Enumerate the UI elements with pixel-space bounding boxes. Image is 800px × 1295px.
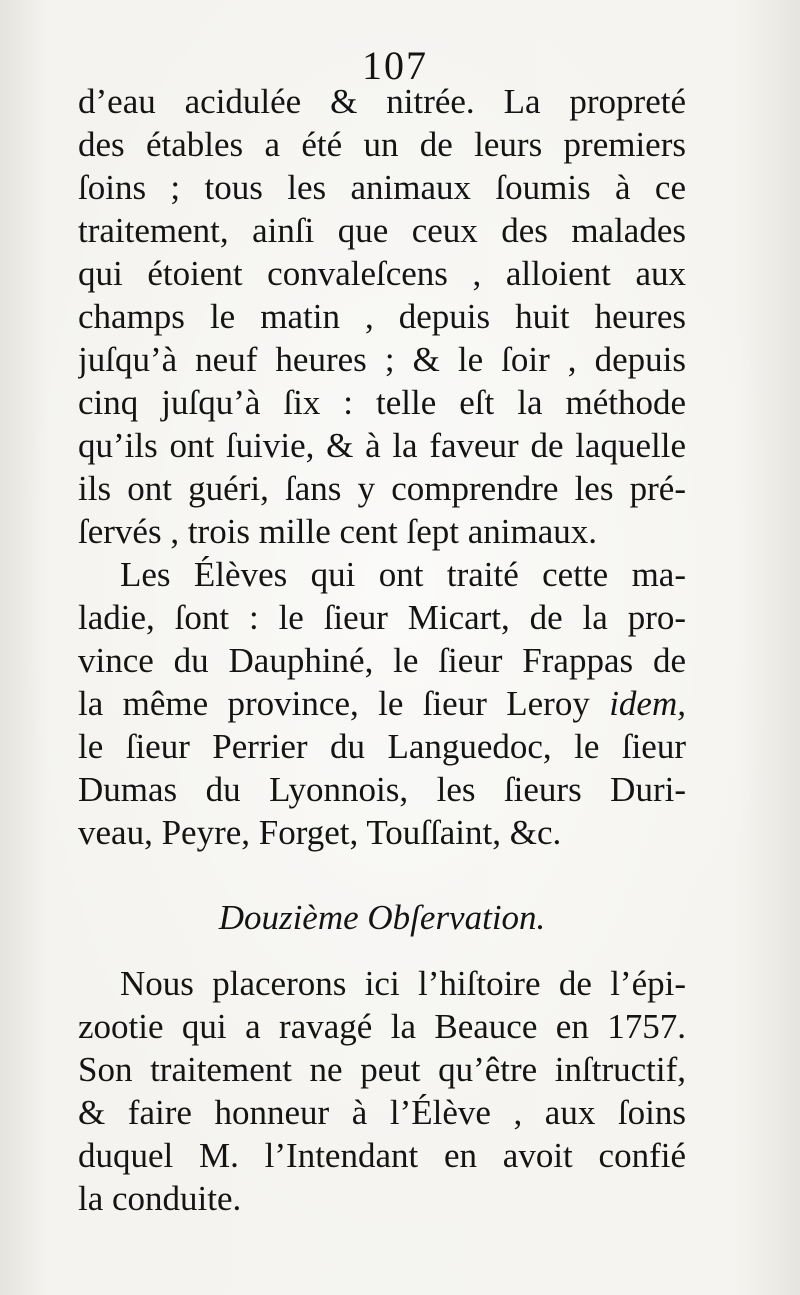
text-line: ſervés , trois mille cent ſept animaux. [78, 512, 598, 551]
text-line: ils ont guéri, ſans y comprendre les pré- [78, 469, 686, 508]
text-line: cinq juſqu’à ſix : telle eſt la méthode [78, 383, 686, 422]
text-line: d’eau acidulée & nitrée. La propreté [78, 82, 686, 121]
text-line: juſqu’à neuf heures ; & le ſoir , depuis [78, 340, 686, 379]
text-line: vince du Dauphiné, le ſieur Frappas de [78, 641, 686, 680]
text-line: veau, Peyre, Forget, Touſſaint, &c. [78, 813, 562, 852]
text-line: Son traitement ne peut qu’être inſtructif, [78, 1050, 686, 1089]
text-line: champs le matin , depuis huit heures [78, 297, 686, 336]
text-segment: la même province, le ſieur Leroy [78, 684, 610, 723]
text-line: & faire honneur à l’Élève , aux ſoins [78, 1093, 686, 1132]
text-line: la conduite. [78, 1179, 242, 1218]
text-line: ladie, ſont : le ſieur Micart, de la pro- [78, 598, 686, 637]
text-line: des étables a été un de leurs premiers [78, 125, 686, 164]
text-line: traitement, ainſi que ceux des malades [78, 211, 686, 250]
text-line [78, 682, 686, 725]
text-line: qu’ils ont ſuivie, & à la faveur de laquelle [78, 426, 686, 465]
text-line: duquel M. l’Intendant en avoit confié [78, 1136, 686, 1175]
paragraph-2 [78, 553, 686, 854]
text-line: qui étoient convaleſcens , alloient aux [78, 254, 686, 293]
text-line: ſoins ; tous les animaux ſoumis à ce [78, 168, 686, 207]
italic-text-segment: idem, [609, 684, 686, 723]
page-number: 107 [362, 43, 428, 88]
paragraph-3 [78, 962, 686, 1220]
text-line: Les Élèves qui ont traité cette ma- [120, 555, 686, 594]
text-line: le ſieur Perrier du Languedoc, le ſieur [78, 727, 686, 766]
text-line: zootie qui a ravagé la Beauce en 1757. [78, 1007, 686, 1046]
text-line: Nous placerons ici l’hiſtoire de l’épi- [120, 964, 686, 1003]
section-heading: Douzième Obſervation. [218, 898, 546, 937]
text-line: Dumas du Lyonnois, les ſieurs Duri- [78, 770, 686, 809]
text-body [78, 80, 686, 1220]
paragraph-1 [78, 80, 686, 553]
